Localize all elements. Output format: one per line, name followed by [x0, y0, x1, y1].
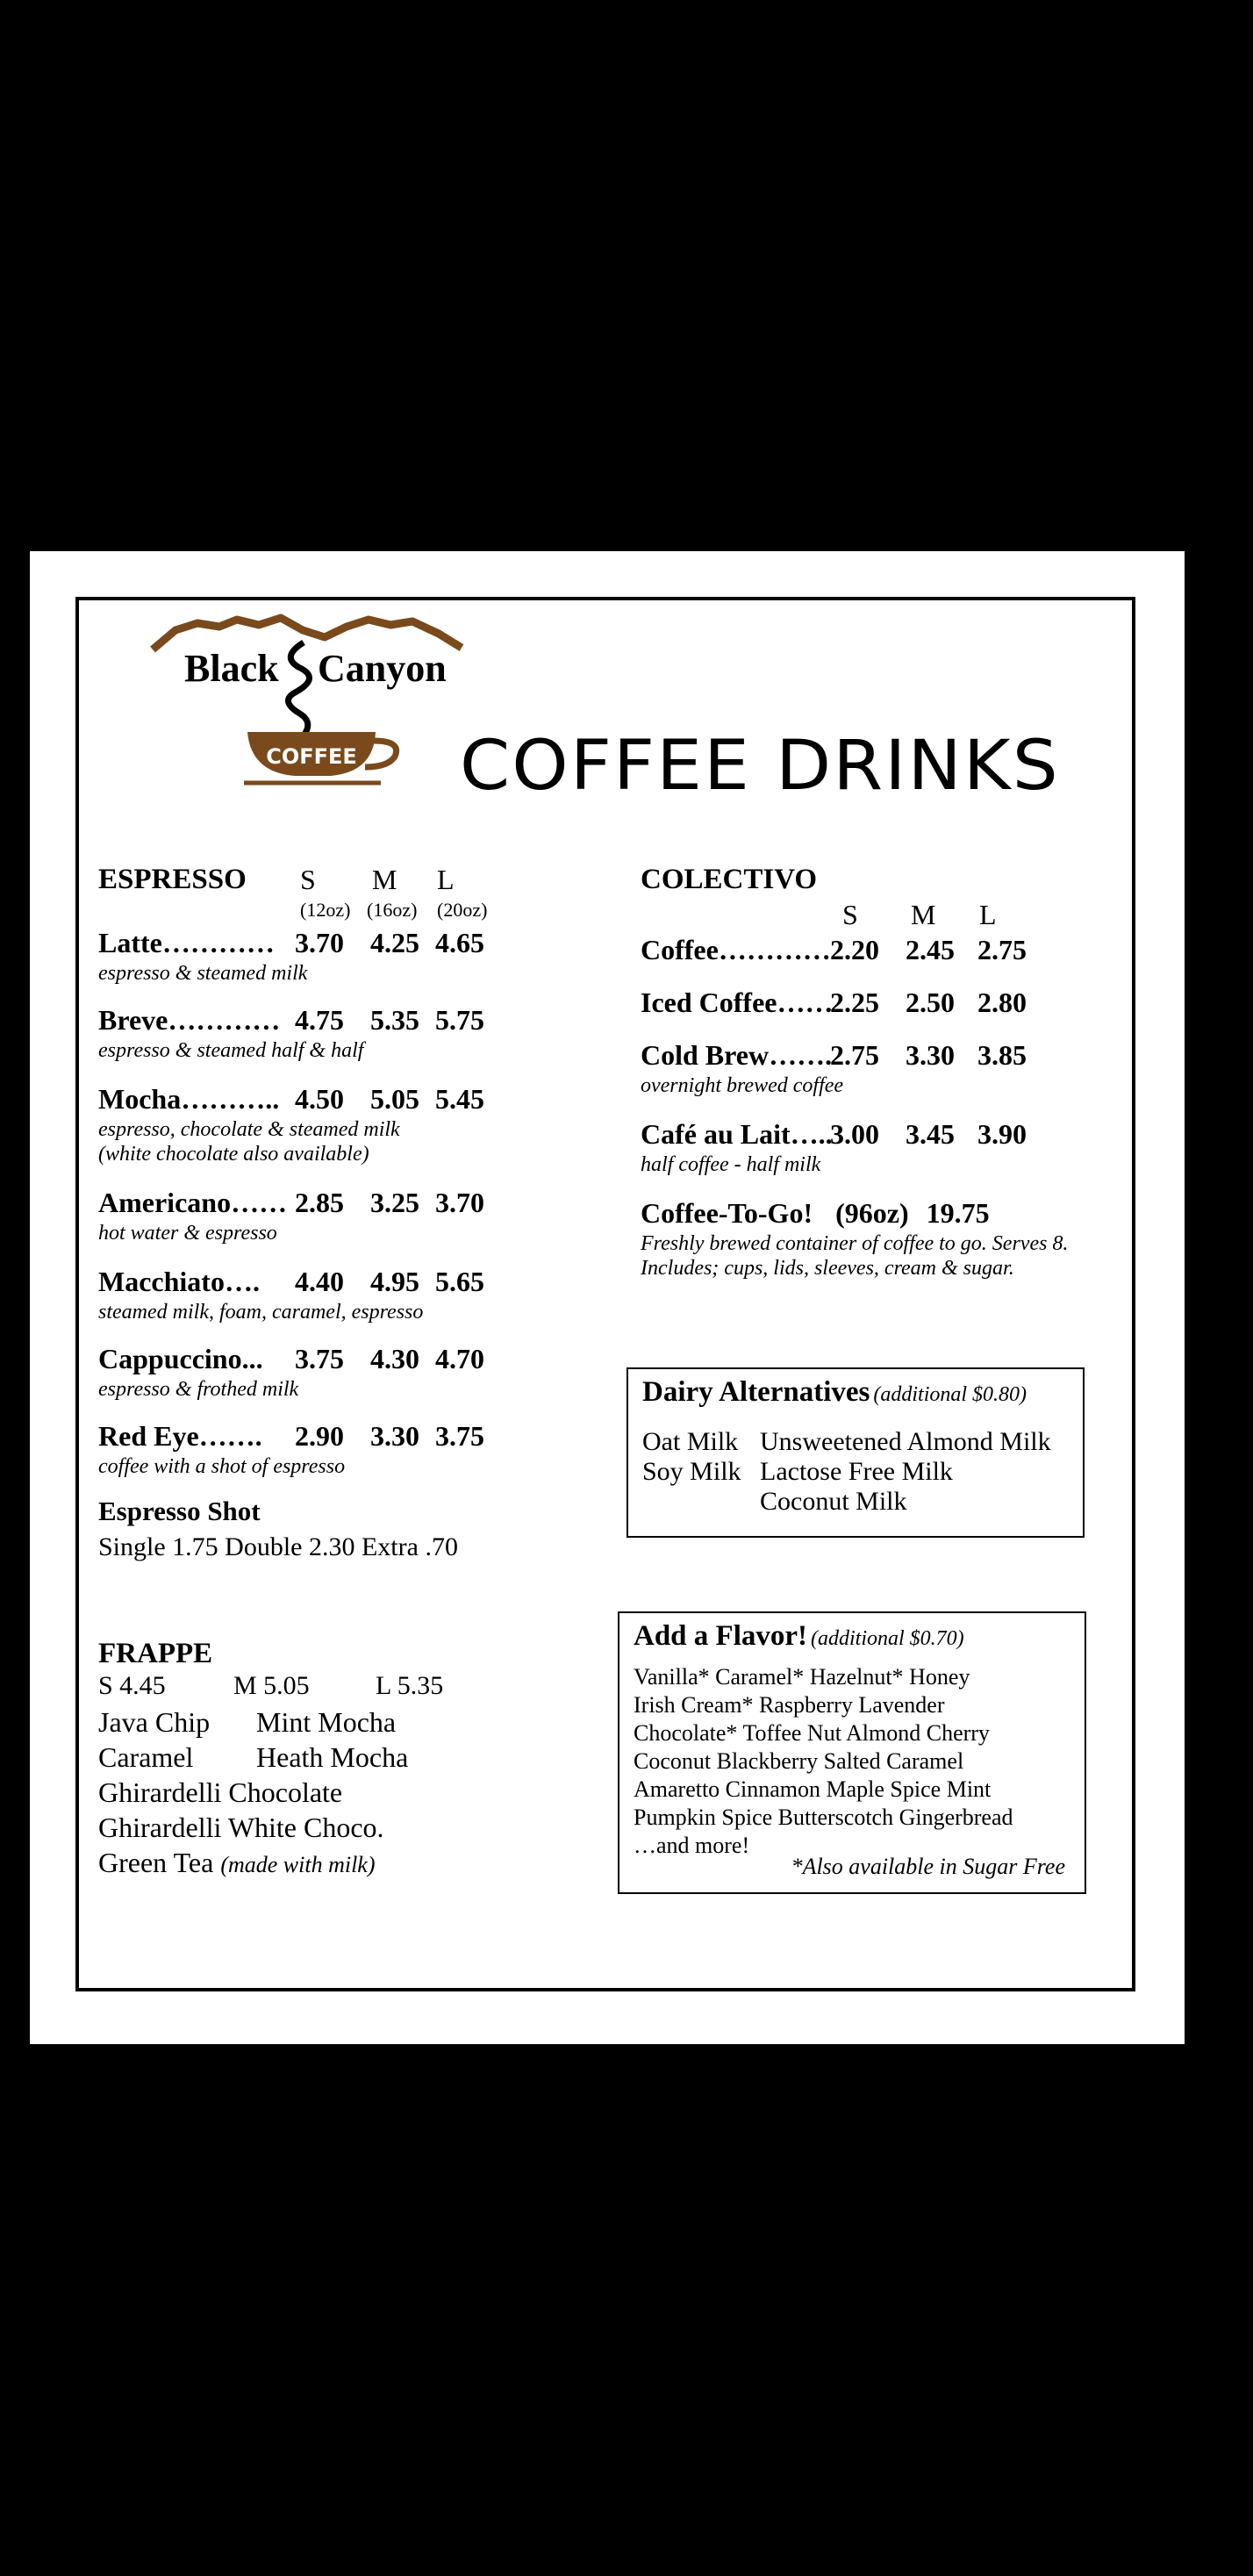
- colectivo-item-price: 2.20: [830, 934, 879, 965]
- espresso-item-price: 5.45: [435, 1083, 484, 1115]
- frappe-flavor: Ghirardelli White Choco.: [98, 1812, 384, 1843]
- espresso-item-price: 5.75: [435, 1004, 484, 1036]
- frappe-heading: FRAPPE: [98, 1638, 213, 1669]
- frappe-flavor: Mint Mocha: [256, 1706, 397, 1738]
- colectivo-item-price: 3.30: [906, 1039, 955, 1071]
- dairy-option: Lactose Free Milk: [760, 1457, 953, 1486]
- flavor-line: …and more!: [634, 1833, 750, 1858]
- dairy-box: [626, 1367, 1085, 1538]
- espresso-item-desc: espresso & steamed half & half: [98, 1039, 364, 1062]
- espresso-item-price: 3.25: [370, 1187, 419, 1218]
- logo-name-left: Black: [184, 647, 279, 690]
- espresso-heading: ESPRESSO: [98, 864, 247, 895]
- colectivo-item-price: 2.25: [830, 987, 879, 1018]
- espresso-item-price: 5.35: [370, 1004, 419, 1036]
- espresso-item-price: 3.75: [435, 1420, 484, 1452]
- flavor-line: Amaretto Cinnamon Maple Spice Mint: [634, 1776, 992, 1802]
- espresso-item-price: 4.95: [370, 1266, 419, 1297]
- frappe-flavor: Java Chip: [98, 1706, 211, 1738]
- espresso-size-m: M: [372, 864, 397, 895]
- dairy-title: [642, 1376, 1027, 1409]
- espresso-item-price: 3.30: [370, 1420, 419, 1452]
- espresso-item-desc: steamed milk, foam, caramel, espresso: [98, 1301, 424, 1324]
- sugar-free-footnote: *Also available in Sugar Free: [791, 1854, 1065, 1879]
- colectivo-size-s: S: [842, 899, 858, 930]
- flavor-line: Chocolate* Toffee Nut Almond Cherry: [634, 1720, 990, 1746]
- espresso-shot-heading: Espresso Shot: [98, 1496, 261, 1526]
- colectivo-item-name: Café au Lait…..: [641, 1118, 833, 1150]
- espresso-item-price: 4.25: [370, 927, 419, 958]
- colectivo-item-price: 2.75: [830, 1039, 879, 1071]
- togo-desc: Freshly brewed container of coffee to go. Serves 8.: [641, 1232, 1069, 1255]
- colectivo-heading: COLECTIVO: [641, 864, 818, 895]
- espresso-item-price: 4.75: [295, 1004, 344, 1036]
- espresso-item-price: 2.85: [295, 1187, 344, 1218]
- green-tea-label: Green Tea: [98, 1847, 214, 1878]
- dairy-heading: Dairy Alternatives: [642, 1376, 870, 1408]
- espresso-item-name: Cappuccino...: [98, 1343, 263, 1374]
- colectivo-item-price: 3.45: [906, 1118, 955, 1150]
- flavor-line: Pumpkin Spice Butterscotch Gingerbread: [634, 1805, 1013, 1830]
- frappe-flavor: Heath Mocha: [256, 1741, 409, 1773]
- black-canyon-logo: [149, 613, 465, 788]
- dairy-option: Oat Milk: [642, 1427, 739, 1456]
- flavor-line: Vanilla* Caramel* Hazelnut* Honey: [634, 1664, 970, 1690]
- espresso-item-price: 4.50: [295, 1083, 344, 1115]
- espresso-item-name: Macchiato….: [98, 1266, 260, 1297]
- frappe-size-m: M 5.05: [233, 1671, 310, 1700]
- page-title: COFFEE DRINKS: [460, 727, 1060, 806]
- dairy-option: Soy Milk: [642, 1457, 741, 1486]
- colectivo-item-price: 2.75: [977, 934, 1027, 965]
- colectivo-item-price: 2.45: [906, 934, 955, 965]
- espresso-item-name: Red Eye…….: [98, 1420, 262, 1452]
- colectivo-size-l: L: [979, 899, 997, 930]
- dairy-option: Coconut Milk: [760, 1487, 907, 1516]
- frappe-size-l: L 5.35: [376, 1671, 444, 1700]
- flavor-box: [618, 1611, 1086, 1894]
- espresso-item-price: 3.75: [295, 1343, 344, 1374]
- colectivo-item-desc: half coffee - half milk: [641, 1153, 821, 1176]
- frappe-flavor: Ghirardelli Chocolate: [98, 1776, 343, 1808]
- colectivo-item-price: 3.90: [977, 1118, 1027, 1150]
- espresso-item-price: 5.05: [370, 1083, 419, 1115]
- espresso-oz-s: (12oz): [300, 899, 351, 921]
- togo-desc: Includes; cups, lids, sleeves, cream & sugar.: [641, 1257, 1014, 1280]
- logo-name-right: Canyon: [318, 647, 447, 690]
- espresso-item-name: Americano……: [98, 1187, 288, 1218]
- frappe-size-s: S 4.45: [98, 1671, 166, 1700]
- espresso-item-price: 4.65: [435, 927, 484, 958]
- flavor-note: (additional $0.70): [811, 1627, 964, 1650]
- espresso-item-price: 3.70: [295, 927, 344, 958]
- flavor-heading: Add a Flavor!: [634, 1620, 807, 1652]
- colectivo-item-name: Cold Brew…….: [641, 1039, 833, 1071]
- espresso-item-desc: espresso & frothed milk: [98, 1378, 299, 1401]
- espresso-item-name: Mocha………..: [98, 1083, 280, 1115]
- colectivo-item-desc: overnight brewed coffee: [641, 1074, 844, 1097]
- espresso-size-s: S: [300, 864, 316, 895]
- togo-name: Coffee-To-Go!: [641, 1197, 813, 1229]
- colectivo-size-m: M: [911, 899, 936, 930]
- espresso-size-l: L: [437, 864, 455, 895]
- espresso-item-desc: espresso, chocolate & steamed milk: [98, 1118, 400, 1141]
- espresso-item-desc: espresso & steamed milk: [98, 962, 308, 985]
- espresso-oz-l: (20oz): [437, 899, 488, 921]
- espresso-item-price: 4.30: [370, 1343, 419, 1374]
- colectivo-item-price: 3.00: [830, 1118, 879, 1150]
- espresso-item-price: 4.40: [295, 1266, 344, 1297]
- espresso-shot-prices: Single 1.75 Double 2.30 Extra .70: [98, 1532, 458, 1561]
- espresso-item-name: Latte…………: [98, 927, 275, 958]
- colectivo-item-name: Iced Coffee……: [641, 987, 834, 1018]
- togo-row: [641, 1197, 990, 1230]
- frappe-flavor-green-tea: [98, 1847, 376, 1879]
- frappe-flavor: Caramel: [98, 1741, 194, 1773]
- espresso-item-price: 5.65: [435, 1266, 484, 1297]
- togo-size: (96oz): [835, 1197, 909, 1229]
- colectivo-item-price: 3.85: [977, 1039, 1027, 1071]
- espresso-item-desc: (white chocolate also available): [98, 1143, 369, 1166]
- flavor-line: Irish Cream* Raspberry Lavender: [634, 1692, 945, 1718]
- flavor-line: Coconut Blackberry Salted Caramel: [634, 1748, 964, 1774]
- flavor-title: [634, 1620, 964, 1653]
- colectivo-item-price: 2.50: [906, 987, 955, 1018]
- espresso-item-price: 3.70: [435, 1187, 484, 1218]
- espresso-item-desc: hot water & espresso: [98, 1222, 277, 1245]
- menu-sheet: [30, 551, 1185, 2044]
- espresso-oz-m: (16oz): [367, 899, 418, 921]
- dairy-note: (additional $0.80): [873, 1383, 1027, 1406]
- espresso-item-desc: coffee with a shot of espresso: [98, 1455, 346, 1478]
- green-tea-note: (made with milk): [220, 1852, 376, 1877]
- logo-cup-text: COFFEE: [266, 744, 357, 769]
- colectivo-item-name: Coffee…………: [641, 934, 831, 965]
- togo-price: 19.75: [926, 1197, 990, 1229]
- espresso-item-price: 4.70: [435, 1343, 484, 1374]
- dairy-option: Unsweetened Almond Milk: [760, 1427, 1051, 1456]
- colectivo-item-price: 2.80: [977, 987, 1027, 1018]
- espresso-item-name: Breve…………: [98, 1004, 281, 1036]
- espresso-item-price: 2.90: [295, 1420, 344, 1452]
